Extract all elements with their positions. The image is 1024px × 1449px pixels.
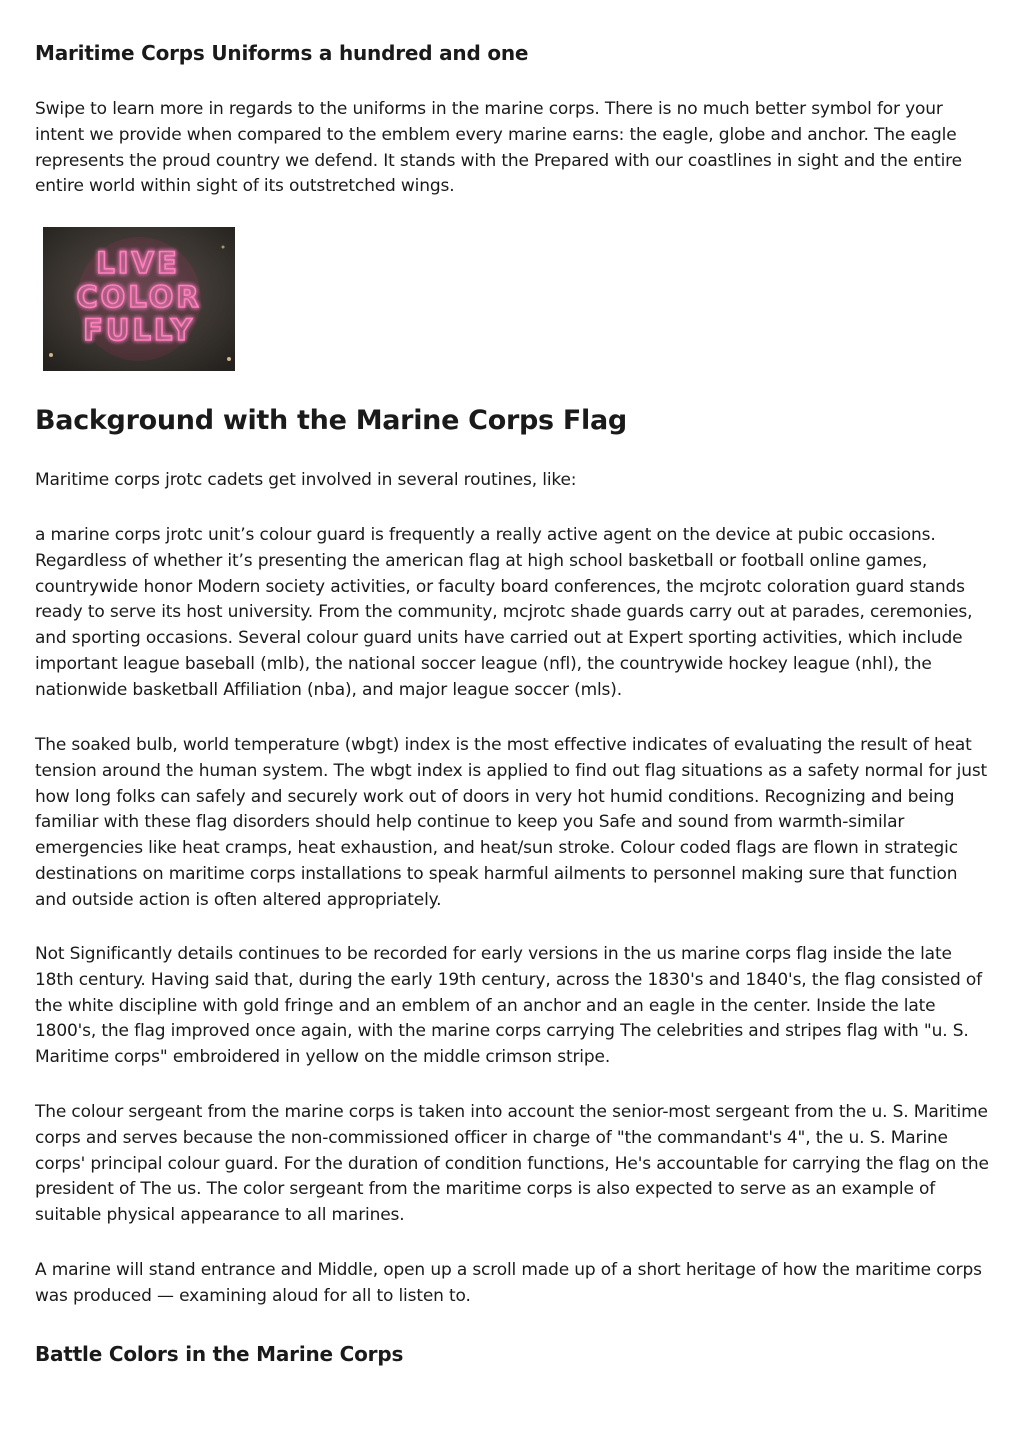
string-light — [227, 357, 231, 361]
paragraph-colour-guard: a marine corps jrotc unit’s colour guard is frequently a really active agent on the device at pubic occasions. Regardless of whether it’s presenting the american flag at high school basketball or football online games, countrywide honor Modern society activities, or faculty board conferences, the mcjrotc coloration guard stands ready to serve its host university. From the community, mcjrotc shade guards carry out at parades, ceremonies, and sporting occasions. Several colour guard units have carried out at Expert sporting activities, which include important league baseball (mlb), the national soccer league (nfl), the countrywide hockey league (nhl), the nationwide basketball Affiliation (nba), and major league soccer (mls). — [35, 525, 973, 700]
paragraph-jrotc-intro: Maritime corps jrotc cadets get involved in several routines, like: — [35, 470, 577, 490]
neon-sign-image — [43, 227, 235, 371]
paragraph-scroll-reading: A marine will stand entrance and Middle, open up a scroll made up of a short heritage of how the maritime corps was produced — examining aloud for all to listen to. — [35, 1260, 982, 1306]
section-heading-battle-colors: Battle Colors in the Marine Corps — [35, 1342, 404, 1366]
paragraph-wbgt-index: The soaked bulb, world temperature (wbgt) index is the most effective indicates of evaluating the result of heat tension around the human system. The wbgt index is applied to find out flag situations as a safety normal for just how long folks can safely and securely work out of doors in very hot humid conditions. Recognizing and being familiar with these flag disorders should help continue to keep you Safe and sound from warmth-similar emergencies like heat cramps, heat exhaustion, and heat/sun stroke. Colour coded flags are flown in strategic destinations on maritime corps installations to speak harmful ailments to personnel making sure that function and outside action is often altered appropriately. — [35, 735, 988, 910]
string-light — [49, 353, 53, 357]
neon-line-fully: FULLY — [83, 313, 195, 347]
section-heading-flag-background: Background with the Marine Corps Flag — [35, 405, 627, 436]
section-heading-uniforms: Maritime Corps Uniforms a hundred and one — [35, 41, 529, 65]
neon-line-color: COLOR — [76, 280, 202, 314]
paragraph-uniforms: Swipe to learn more in regards to the uniforms in the marine corps. There is no much better symbol for your intent we provide when compared to the emblem every marine earns: the eagle, globe and anchor. The eagle represents the proud country we defend. It stands with the Prepared with our coastlines in sight and the entire entire world within sight of its outstretched wings. — [35, 99, 962, 197]
neon-line-live: LIVE — [96, 246, 180, 280]
paragraph-colour-sergeant: The colour sergeant from the marine corps is taken into account the senior-most sergeant from the u. S. Maritime corps and serves because the non-commissioned officer in charge of "the commandant's 4", the u. S. Marine corps' principal colour guard. For the duration of condition functions, He's accountable for carrying the flag on the president of The us. The color sergeant from the maritime corps is also expected to serve as an example of suitable physical appearance to all marines. — [35, 1102, 989, 1226]
paragraph-flag-history: Not Significantly details continues to be recorded for early versions in the us marine corps flag inside the late 18th century. Having said that, during the early 19th century, across the 1830's and 1840's, the flag consisted of the white discipline with gold fringe and an emblem of an anchor and an eagle in the center. Inside the late 1800's, the flag improved once again, with the marine corps carrying The celebrities and stripes flag with "u. S. Maritime corps" embroidered in yellow on the middle crimson stripe. — [35, 944, 982, 1068]
neon-sign-graphic — [43, 227, 235, 371]
string-light — [222, 246, 225, 249]
